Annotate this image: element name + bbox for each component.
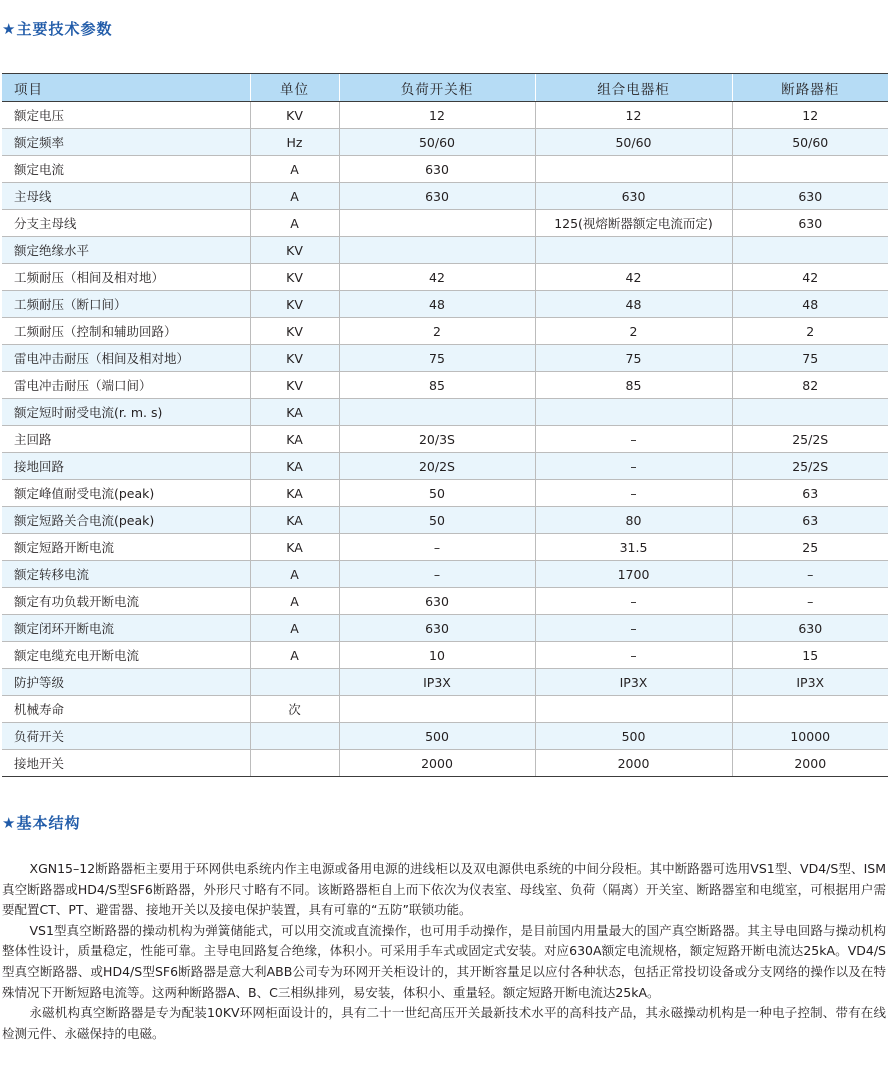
cell-combined: 42	[535, 264, 732, 291]
cell-unit: A	[250, 183, 339, 210]
cell-unit: KV	[250, 237, 339, 264]
table-row	[2, 588, 888, 615]
cell-breaker: 630	[732, 183, 888, 210]
cell-item: 机械寿命	[2, 696, 250, 723]
cell-item: 额定绝缘水平	[2, 237, 250, 264]
cell-load-switch: 630	[339, 156, 535, 183]
cell-breaker: 25/2S	[732, 426, 888, 453]
header-load-switch-cabinet: 负荷开关柜	[339, 74, 535, 102]
table-row	[2, 102, 888, 129]
specs-table	[2, 73, 888, 777]
cell-breaker	[732, 156, 888, 183]
cell-item: 额定电流	[2, 156, 250, 183]
header-unit: 单位	[250, 74, 339, 102]
cell-combined: 500	[535, 723, 732, 750]
cell-item: 额定电压	[2, 102, 250, 129]
cell-unit: A	[250, 210, 339, 237]
cell-item: 工频耐压（相间及相对地）	[2, 264, 250, 291]
cell-breaker: 50/60	[732, 129, 888, 156]
paragraph: XGN15–12断路器柜主要用于环网供电系统内作主电源或备用电源的进线柜以及双电源供电系统的中间分段柜。其中断路器可选用VS1型、VD4/S型、ISM真空断路器或HD4/S型SF6断路器，外形尺寸略有不同。该断路器柜自上而下依次为仪表室、母线室、负荷（隔离）开关室、断路器室和电缆室，可根据用户需要配置CT、PT、避雷器、接地开关以及接电保护装置，具有可靠的“五防”联锁功能。	[2, 861, 886, 918]
cell-breaker	[732, 237, 888, 264]
cell-load-switch: 630	[339, 183, 535, 210]
cell-load-switch	[339, 696, 535, 723]
table-row	[2, 318, 888, 345]
cell-combined: IP3X	[535, 669, 732, 696]
paragraph: VS1型真空断路器的操动机构为弹簧储能式，可以用交流或直流操作，也可用手动操作，是目前国内用量最大的国产真空断路器。其主导电回路与操动机构整体性设计，质量稳定，性能可靠。主导电回路复合绝缘，体积小。可采用手车式或固定式安装。对应630A额定电流规格，额定短路开断电流达25kA。VD4/S型真空断路器、或HD4/S型SF6断路器是意大利ABB公司专为环网开关柜设计的，其开断容量足以应付各种状态，包括正常投切设备或分支网络的操作以及在特殊情况下开断短路电流等。这两种断路器A、B、C三相纵排列，易安装，体积小、重量轻。额定短路开断电流达25kA。	[2, 922, 886, 1000]
table-header-row	[2, 74, 888, 102]
cell-combined: –	[535, 615, 732, 642]
cell-combined: –	[535, 480, 732, 507]
table-row	[2, 399, 888, 426]
table-row	[2, 507, 888, 534]
table-row	[2, 561, 888, 588]
cell-breaker	[732, 399, 888, 426]
cell-load-switch: 20/2S	[339, 453, 535, 480]
header-breaker-cabinet: 断路器柜	[732, 74, 888, 102]
cell-unit: A	[250, 561, 339, 588]
cell-breaker: –	[732, 588, 888, 615]
cell-item: 接地开关	[2, 750, 250, 777]
table-row	[2, 750, 888, 777]
structure-description	[2, 859, 886, 1044]
cell-load-switch: 12	[339, 102, 535, 129]
cell-load-switch	[339, 210, 535, 237]
cell-unit	[250, 669, 339, 696]
cell-item: 额定闭环开断电流	[2, 615, 250, 642]
cell-item: 额定电缆充电开断电流	[2, 642, 250, 669]
cell-breaker: 63	[732, 507, 888, 534]
cell-unit: KV	[250, 318, 339, 345]
cell-combined: 50/60	[535, 129, 732, 156]
cell-load-switch: 630	[339, 588, 535, 615]
cell-unit: KV	[250, 372, 339, 399]
table-row	[2, 723, 888, 750]
table-row	[2, 696, 888, 723]
cell-breaker: 630	[732, 615, 888, 642]
cell-load-switch: 50	[339, 507, 535, 534]
cell-combined: –	[535, 588, 732, 615]
cell-unit: KV	[250, 345, 339, 372]
cell-load-switch: 50	[339, 480, 535, 507]
cell-unit: KA	[250, 453, 339, 480]
cell-breaker: 42	[732, 264, 888, 291]
table-row	[2, 642, 888, 669]
cell-unit: Hz	[250, 129, 339, 156]
table-row	[2, 156, 888, 183]
cell-combined: –	[535, 642, 732, 669]
cell-breaker: 2000	[732, 750, 888, 777]
cell-item: 主母线	[2, 183, 250, 210]
cell-load-switch: 75	[339, 345, 535, 372]
table-row	[2, 291, 888, 318]
cell-combined: 85	[535, 372, 732, 399]
cell-unit: KA	[250, 480, 339, 507]
cell-load-switch: 2	[339, 318, 535, 345]
cell-item: 工频耐压（断口间）	[2, 291, 250, 318]
cell-item: 防护等级	[2, 669, 250, 696]
cell-breaker: 12	[732, 102, 888, 129]
cell-combined	[535, 399, 732, 426]
cell-load-switch: 50/60	[339, 129, 535, 156]
cell-load-switch: 42	[339, 264, 535, 291]
cell-breaker: 63	[732, 480, 888, 507]
cell-unit: KA	[250, 426, 339, 453]
cell-item: 雷电冲击耐压（端口间）	[2, 372, 250, 399]
table-row	[2, 237, 888, 264]
cell-item: 额定峰值耐受电流(peak)	[2, 480, 250, 507]
table-row	[2, 210, 888, 237]
cell-unit: KA	[250, 507, 339, 534]
paragraph: 永磁机构真空断路器是专为配装10KV环网柜面设计的，具有二十一世纪高压开关最新技术水平的高科技产品，其永磁操动机构是一种电子控制、带有在线检测元件、永磁保持的电磁。	[2, 1005, 886, 1041]
cell-item: 接地回路	[2, 453, 250, 480]
cell-breaker: IP3X	[732, 669, 888, 696]
cell-load-switch: 630	[339, 615, 535, 642]
cell-combined: 630	[535, 183, 732, 210]
cell-unit: 次	[250, 696, 339, 723]
table-row	[2, 615, 888, 642]
cell-unit: KV	[250, 291, 339, 318]
table-row	[2, 669, 888, 696]
cell-breaker: 15	[732, 642, 888, 669]
table-row	[2, 453, 888, 480]
cell-unit: KV	[250, 102, 339, 129]
cell-item: 主回路	[2, 426, 250, 453]
cell-combined: 12	[535, 102, 732, 129]
cell-unit: A	[250, 156, 339, 183]
cell-breaker: 75	[732, 345, 888, 372]
table-row	[2, 372, 888, 399]
cell-breaker: 25/2S	[732, 453, 888, 480]
cell-item: 工频耐压（控制和辅助回路）	[2, 318, 250, 345]
cell-item: 额定短路开断电流	[2, 534, 250, 561]
cell-combined: 31.5	[535, 534, 732, 561]
header-combined-cabinet: 组合电器柜	[535, 74, 732, 102]
table-row	[2, 264, 888, 291]
cell-item: 负荷开关	[2, 723, 250, 750]
table-row	[2, 480, 888, 507]
section-title-specs: ★主要技术参数	[2, 20, 113, 38]
cell-combined	[535, 237, 732, 264]
cell-load-switch: 85	[339, 372, 535, 399]
cell-combined: 1700	[535, 561, 732, 588]
cell-breaker: 630	[732, 210, 888, 237]
cell-load-switch: 500	[339, 723, 535, 750]
cell-load-switch	[339, 399, 535, 426]
header-item: 项目	[2, 74, 250, 102]
cell-combined: –	[535, 426, 732, 453]
section-title-structure: ★基本结构	[2, 814, 81, 832]
cell-item: 额定短时耐受电流(r. m. s)	[2, 399, 250, 426]
cell-load-switch: IP3X	[339, 669, 535, 696]
cell-unit: KA	[250, 399, 339, 426]
cell-unit: KA	[250, 534, 339, 561]
cell-breaker: –	[732, 561, 888, 588]
cell-combined: 48	[535, 291, 732, 318]
cell-combined: –	[535, 453, 732, 480]
cell-unit: A	[250, 615, 339, 642]
table-row	[2, 183, 888, 210]
cell-unit	[250, 723, 339, 750]
table-row	[2, 345, 888, 372]
cell-breaker: 10000	[732, 723, 888, 750]
cell-load-switch: –	[339, 534, 535, 561]
cell-load-switch: 48	[339, 291, 535, 318]
cell-load-switch	[339, 237, 535, 264]
cell-load-switch: 2000	[339, 750, 535, 777]
cell-item: 额定频率	[2, 129, 250, 156]
cell-load-switch: –	[339, 561, 535, 588]
cell-combined	[535, 696, 732, 723]
table-row	[2, 129, 888, 156]
cell-item: 额定有功负载开断电流	[2, 588, 250, 615]
cell-load-switch: 20/3S	[339, 426, 535, 453]
cell-combined: 2	[535, 318, 732, 345]
cell-load-switch: 10	[339, 642, 535, 669]
cell-breaker	[732, 696, 888, 723]
cell-unit	[250, 750, 339, 777]
cell-unit: A	[250, 588, 339, 615]
cell-item: 额定转移电流	[2, 561, 250, 588]
cell-breaker: 82	[732, 372, 888, 399]
cell-item: 分支主母线	[2, 210, 250, 237]
cell-breaker: 48	[732, 291, 888, 318]
cell-breaker: 2	[732, 318, 888, 345]
cell-combined: 125(视熔断器额定电流而定)	[535, 210, 732, 237]
cell-unit: KV	[250, 264, 339, 291]
cell-unit: A	[250, 642, 339, 669]
cell-item: 额定短路关合电流(peak)	[2, 507, 250, 534]
cell-combined: 80	[535, 507, 732, 534]
table-row	[2, 426, 888, 453]
cell-breaker: 25	[732, 534, 888, 561]
specs-table-body	[2, 102, 888, 777]
cell-combined: 2000	[535, 750, 732, 777]
table-row	[2, 534, 888, 561]
cell-combined: 75	[535, 345, 732, 372]
cell-item: 雷电冲击耐压（相间及相对地）	[2, 345, 250, 372]
cell-combined	[535, 156, 732, 183]
